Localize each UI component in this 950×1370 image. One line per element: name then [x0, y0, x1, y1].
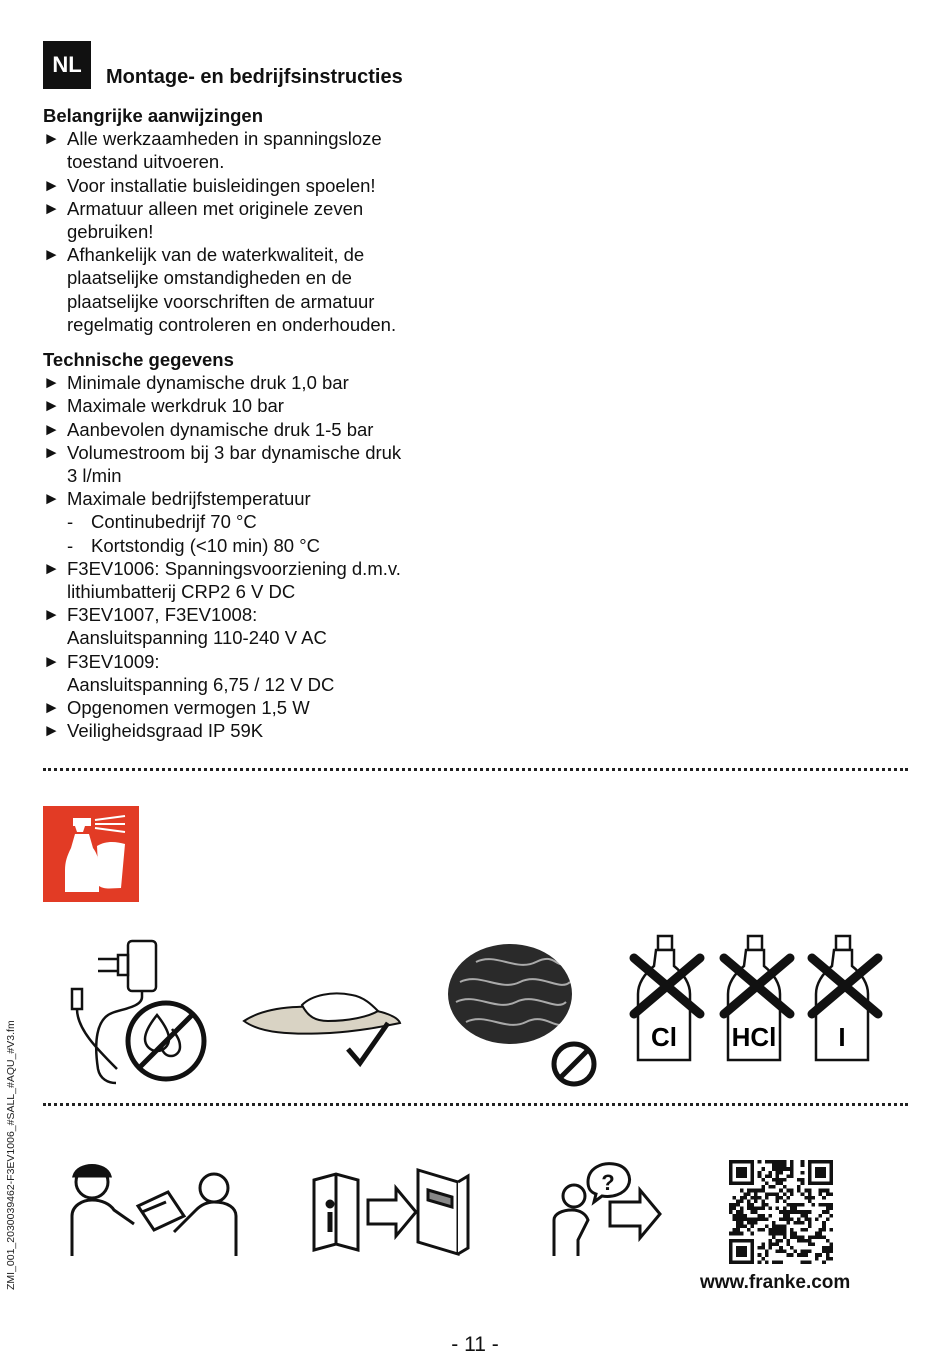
list-item: [43, 418, 463, 441]
section-gap: [43, 336, 463, 348]
list-item-text: Opgenomen vermogen 1,5 W: [67, 697, 310, 719]
list-item-text: 3 l/min: [67, 465, 122, 487]
bullet-arrow-icon: ►: [43, 129, 60, 149]
bullet-arrow-icon: ►: [43, 175, 60, 195]
bullet-arrow-icon: ►: [43, 605, 60, 625]
bottle-label-hcl: HCl: [731, 1022, 777, 1052]
dash-marker: -: [67, 534, 74, 556]
list-item: [43, 650, 463, 696]
list-item: [43, 696, 463, 719]
website-link[interactable]: www.franke.com: [700, 1272, 851, 1293]
list-item-text: Aanbevolen dynamische druk 1-5 bar: [67, 418, 374, 440]
list-item: [43, 394, 463, 417]
list-item: [43, 557, 463, 603]
list-item: [43, 197, 463, 243]
bottle-label-i: I: [838, 1022, 846, 1052]
list-item-text: F3EV1006: Spanningsvoorziening d.m.v.: [67, 557, 401, 579]
abrasive-sponge-prohibited-icon: [440, 932, 610, 1097]
list-item-text: F3EV1007, F3EV1008:: [67, 604, 258, 626]
svg-text:?: ?: [601, 1170, 615, 1195]
sub-list-text: Kortstondig (<10 min) 80 °C: [91, 534, 320, 556]
list-item-text: Minimale dynamische druk 1,0 bar: [67, 372, 349, 394]
bullet-list: [43, 127, 463, 336]
bullet-arrow-icon: ►: [43, 245, 60, 265]
bullet-arrow-icon: ►: [43, 698, 60, 718]
installer-handover-manual-icon: [68, 1160, 238, 1265]
list-item-text: regelmatig controleren en onderhouden.: [67, 313, 397, 335]
list-item-text: Maximale werkdruk 10 bar: [67, 395, 284, 417]
list-item: [43, 441, 463, 487]
sub-list: [67, 510, 463, 556]
divider-dotted: [43, 768, 908, 771]
sub-list-text: Continubedrijf 70 °C: [91, 511, 257, 533]
instructions-content: [43, 104, 463, 742]
sub-list-item: [67, 510, 463, 533]
document-title: Montage- en bedrijfsinstructies: [106, 66, 403, 88]
chemical-bottles-prohibited-icons: [628, 932, 898, 1071]
person-question-support-icon: [548, 1160, 668, 1265]
list-item-text: Voor installatie buisleidingen spoelen!: [67, 174, 376, 196]
list-item-text: Armatuur alleen met originele zeven: [67, 197, 364, 219]
list-item: [43, 174, 463, 197]
bullet-arrow-icon: ►: [43, 721, 60, 741]
bullet-arrow-icon: ►: [43, 651, 60, 671]
list-item-text: Veiligheidsgraad IP 59K: [67, 720, 264, 742]
list-item-text: plaatselijke omstandigheden en de: [67, 267, 352, 289]
list-item: [43, 371, 463, 394]
list-item: [43, 603, 463, 649]
list-item-text: lithiumbatterij CRP2 6 V DC: [67, 581, 296, 603]
bullet-list: [43, 371, 463, 742]
list-item-text: Aansluitspanning 6,75 / 12 V DC: [67, 673, 335, 695]
list-item-text: Alle werkzaamheden in spanningsloze: [67, 128, 382, 150]
bullet-arrow-icon: ►: [43, 558, 60, 578]
bullet-arrow-icon: ►: [43, 489, 60, 509]
list-item-text: gebruiken!: [67, 221, 154, 243]
bullet-arrow-icon: ►: [43, 198, 60, 218]
spray-bottle-cloth-icon: [43, 806, 139, 907]
power-adapter-no-water-icon: [62, 935, 212, 1090]
divider-dotted: [43, 1103, 908, 1106]
list-item: [43, 127, 463, 173]
list-item-text: plaatselijke voorschriften de armatuur: [67, 290, 375, 312]
language-badge: NL: [43, 41, 91, 89]
qr-code-icon[interactable]: [729, 1160, 833, 1269]
document-side-code: ZMI_001_2030039462-F3EV1006_#SALL_#AQU_#V3.fm: [5, 1020, 17, 1290]
list-item: [43, 243, 463, 336]
section-heading: Belangrijke aanwijzingen: [43, 105, 264, 126]
list-item-text: Maximale bedrijfstemperatuur: [67, 488, 311, 510]
bullet-arrow-icon: ►: [43, 373, 60, 393]
page-number: - 11 -: [451, 1333, 499, 1356]
wipe-cloth-hand-icon: [240, 985, 410, 1090]
bullet-arrow-icon: ►: [43, 419, 60, 439]
section-heading: Technische gegevens: [43, 349, 234, 371]
list-item-text: Afhankelijk van de waterkwaliteit, de: [67, 244, 365, 266]
bullet-arrow-icon: ►: [43, 396, 60, 416]
bottle-label-cl: Cl: [651, 1022, 677, 1052]
list-item: [43, 719, 463, 742]
list-item-text: toestand uitvoeren.: [67, 151, 225, 173]
bullet-arrow-icon: ►: [43, 442, 60, 462]
dash-marker: -: [67, 511, 74, 533]
info-leaflet-to-manual-icon: [310, 1160, 480, 1265]
list-item-text: F3EV1009:: [67, 650, 160, 672]
sub-list-item: [67, 534, 463, 557]
list-item: [43, 487, 463, 557]
list-item-text: Aansluitspanning 110-240 V AC: [67, 627, 327, 649]
list-item-text: Volumestroom bij 3 bar dynamische druk: [67, 441, 402, 463]
